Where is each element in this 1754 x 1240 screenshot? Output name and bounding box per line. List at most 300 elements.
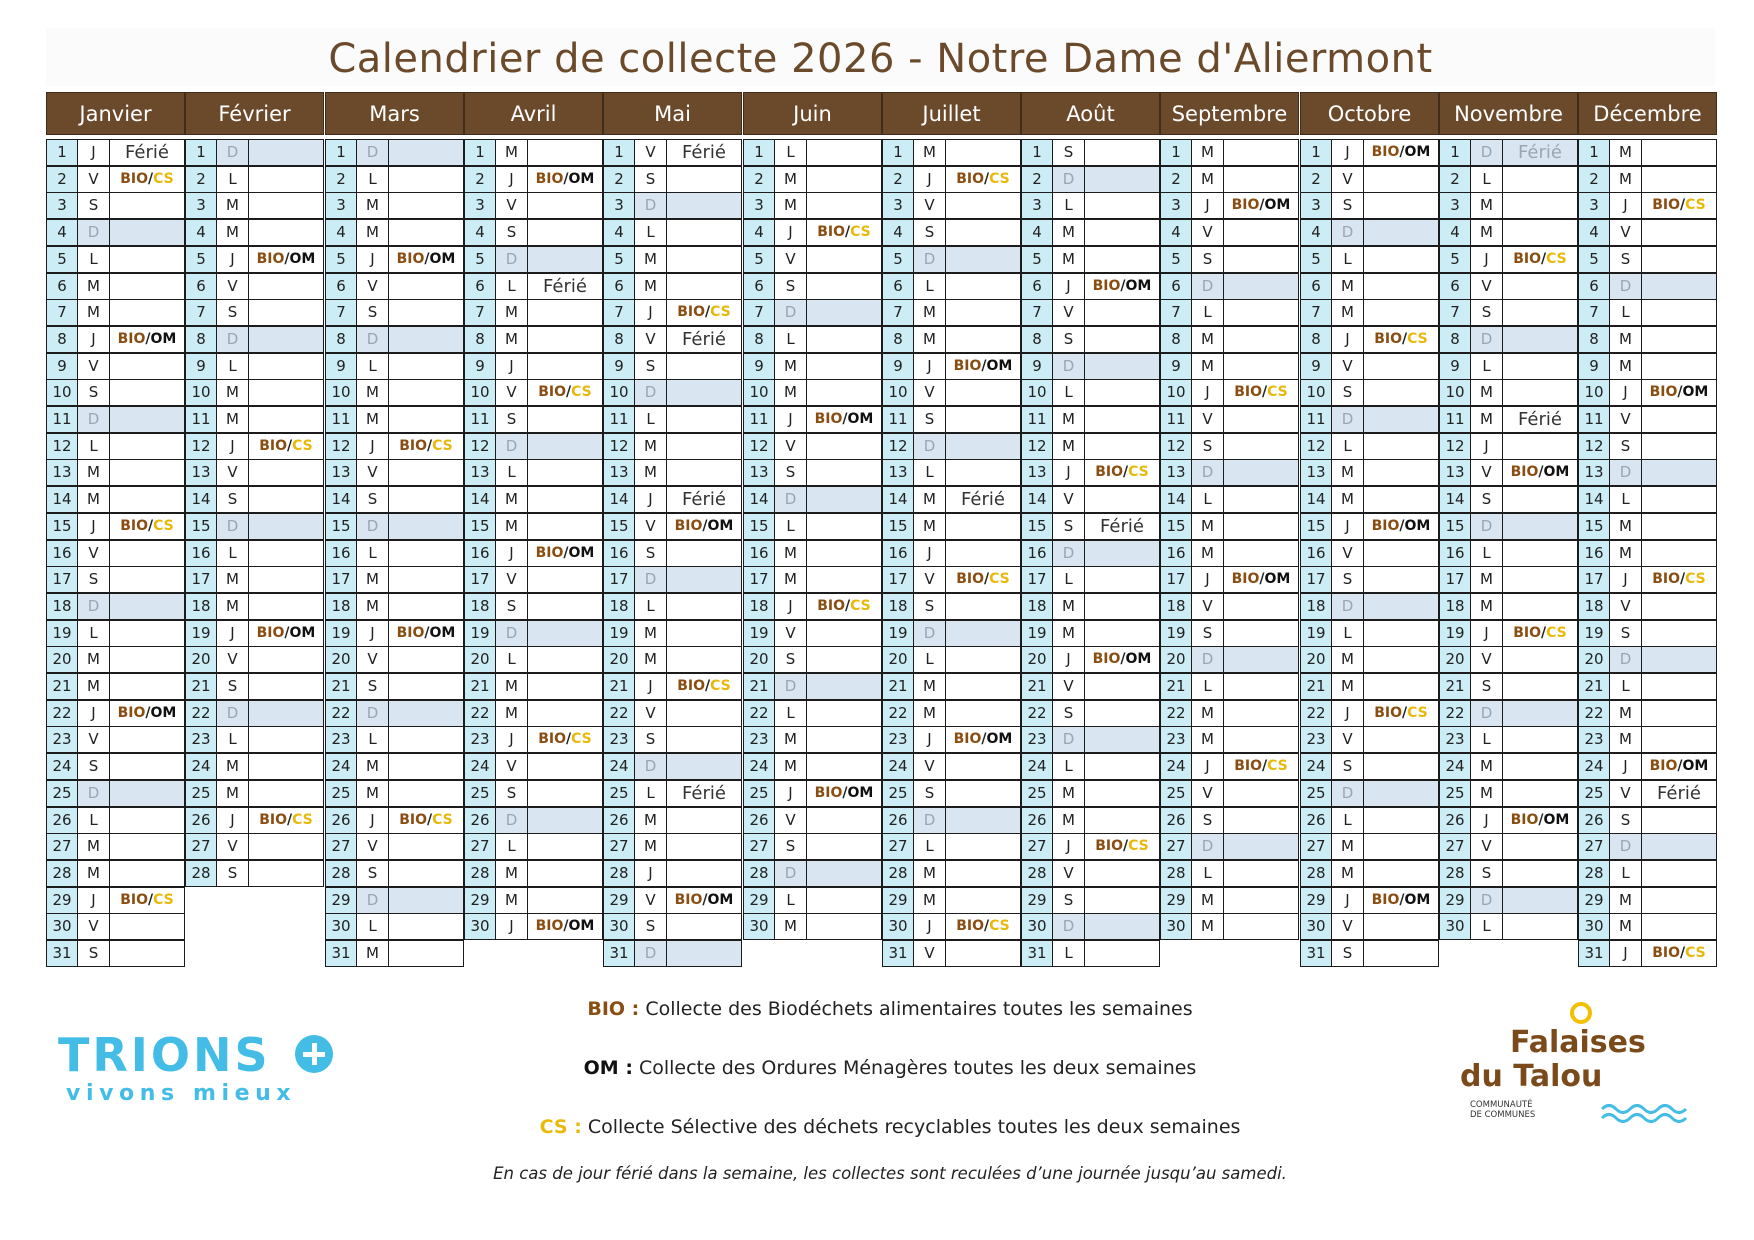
collection-cell	[388, 753, 464, 780]
collection-cell	[1502, 566, 1578, 593]
day-number: 25	[603, 780, 635, 807]
day-of-week: V	[913, 753, 946, 780]
day-number: 17	[325, 566, 357, 593]
collection-cell: BIO/CS	[1641, 566, 1717, 593]
day-of-week: M	[1609, 913, 1642, 940]
day-number: 29	[46, 887, 78, 914]
collection-cell	[666, 459, 742, 486]
collection-cell: BIO/CS	[806, 219, 882, 246]
day-of-week: J	[356, 433, 389, 460]
collection-cell	[248, 566, 324, 593]
day-number: 26	[1439, 807, 1471, 834]
collection-cell	[1641, 139, 1717, 166]
day-row	[882, 646, 1021, 673]
day-of-week: S	[1331, 192, 1364, 219]
day-of-week: M	[77, 273, 110, 300]
collection-cell	[1363, 620, 1439, 647]
day-row	[1160, 246, 1299, 273]
day-row	[1021, 246, 1160, 273]
day-number: 7	[325, 299, 357, 326]
day-of-week: D	[774, 860, 807, 887]
day-of-week: V	[1470, 833, 1503, 860]
day-number: 2	[603, 166, 635, 193]
day-of-week: V	[1609, 593, 1642, 620]
day-of-week: L	[495, 833, 528, 860]
day-row	[1160, 326, 1299, 353]
day-of-week: V	[634, 887, 667, 914]
day-row	[46, 459, 185, 486]
day-number: 3	[603, 192, 635, 219]
day-number: 10	[325, 379, 357, 406]
collection-cell	[1641, 887, 1717, 914]
day-number: 6	[1021, 273, 1053, 300]
day-row	[603, 860, 742, 887]
collection-cell	[945, 246, 1021, 273]
day-of-week: L	[77, 433, 110, 460]
day-number: 21	[1021, 673, 1053, 700]
day-row	[882, 246, 1021, 273]
collection-cell	[1223, 620, 1299, 647]
day-of-week: M	[1470, 780, 1503, 807]
collection-cell	[1641, 166, 1717, 193]
collection-cell: BIO/OM	[1223, 566, 1299, 593]
collection-cell	[1502, 887, 1578, 914]
day-of-week: M	[1052, 620, 1085, 647]
day-of-week: S	[216, 486, 249, 513]
day-of-week: M	[356, 379, 389, 406]
day-number: 3	[464, 192, 496, 219]
day-of-week: S	[913, 406, 946, 433]
day-number: 8	[1578, 326, 1610, 353]
collection-cell	[1084, 433, 1160, 460]
collection-cell	[1084, 406, 1160, 433]
day-row	[743, 780, 882, 807]
day-number: 9	[1300, 353, 1332, 380]
collection-cell	[1363, 459, 1439, 486]
day-row	[1439, 326, 1578, 353]
day-row	[464, 807, 603, 834]
day-of-week: V	[356, 273, 389, 300]
day-of-week: D	[77, 780, 110, 807]
day-of-week: L	[1052, 379, 1085, 406]
day-number: 18	[1021, 593, 1053, 620]
day-row	[743, 540, 882, 567]
day-number: 31	[882, 940, 914, 967]
day-row	[603, 807, 742, 834]
day-of-week: S	[1191, 246, 1224, 273]
day-number: 27	[743, 833, 775, 860]
day-row	[1439, 753, 1578, 780]
day-row	[1160, 166, 1299, 193]
day-of-week: M	[913, 326, 946, 353]
legend-bio	[300, 998, 1480, 1020]
day-row	[46, 620, 185, 647]
day-of-week: S	[1191, 620, 1224, 647]
collection-cell	[1084, 379, 1160, 406]
day-number: 23	[743, 726, 775, 753]
day-of-week: M	[913, 299, 946, 326]
day-number: 29	[743, 887, 775, 914]
day-number: 8	[1439, 326, 1471, 353]
day-number: 1	[1160, 139, 1192, 166]
day-of-week: L	[634, 406, 667, 433]
day-number: 4	[882, 219, 914, 246]
day-row	[603, 753, 742, 780]
collection-cell: BIO/CS	[666, 673, 742, 700]
day-number: 5	[1300, 246, 1332, 273]
day-number: 12	[325, 433, 357, 460]
collection-cell	[388, 299, 464, 326]
collection-cell	[1363, 673, 1439, 700]
collection-cell	[388, 166, 464, 193]
day-number: 12	[743, 433, 775, 460]
day-of-week: M	[216, 566, 249, 593]
day-of-week: J	[1609, 940, 1642, 967]
collection-cell	[1502, 593, 1578, 620]
day-row	[185, 299, 324, 326]
collection-cell	[945, 139, 1021, 166]
collection-cell	[1363, 192, 1439, 219]
day-of-week: J	[77, 513, 110, 540]
day-of-week: D	[1470, 513, 1503, 540]
day-of-week: M	[1470, 379, 1503, 406]
day-of-week: S	[1609, 433, 1642, 460]
day-number: 7	[1160, 299, 1192, 326]
day-of-week: L	[774, 326, 807, 353]
day-of-week: M	[77, 299, 110, 326]
day-row	[464, 620, 603, 647]
day-number: 12	[1021, 433, 1053, 460]
day-number: 17	[1439, 566, 1471, 593]
collection-cell	[806, 913, 882, 940]
day-of-week: J	[356, 620, 389, 647]
day-number: 8	[1160, 326, 1192, 353]
day-number: 16	[325, 540, 357, 567]
day-row	[603, 459, 742, 486]
day-number: 10	[1300, 379, 1332, 406]
day-number: 17	[185, 566, 217, 593]
collection-cell	[666, 593, 742, 620]
day-row	[185, 219, 324, 246]
day-number: 6	[603, 273, 635, 300]
day-row	[1439, 486, 1578, 513]
day-of-week: S	[774, 833, 807, 860]
day-of-week: M	[1331, 833, 1364, 860]
collection-cell: BIO/CS	[109, 166, 185, 193]
collection-cell	[1084, 486, 1160, 513]
day-number: 3	[743, 192, 775, 219]
day-of-week: V	[216, 459, 249, 486]
day-row	[325, 726, 464, 753]
day-number: 16	[1300, 540, 1332, 567]
day-row	[1300, 833, 1439, 860]
day-of-week: V	[913, 566, 946, 593]
collection-cell	[388, 913, 464, 940]
day-number: 8	[464, 326, 496, 353]
day-row	[882, 219, 1021, 246]
day-number: 15	[743, 513, 775, 540]
day-row	[46, 726, 185, 753]
day-number: 19	[1578, 620, 1610, 647]
collection-cell	[1084, 246, 1160, 273]
day-of-week: M	[913, 513, 946, 540]
day-of-week: S	[356, 860, 389, 887]
day-number: 8	[46, 326, 78, 353]
day-number: 27	[1021, 833, 1053, 860]
collection-cell	[1641, 646, 1717, 673]
trions-logo	[58, 1030, 378, 1110]
day-of-week: D	[913, 246, 946, 273]
day-of-week: M	[356, 219, 389, 246]
day-row	[325, 940, 464, 967]
collection-cell	[248, 273, 324, 300]
day-of-week: M	[356, 566, 389, 593]
collection-cell	[527, 620, 603, 647]
day-of-week: L	[356, 353, 389, 380]
day-row	[603, 486, 742, 513]
collection-cell	[945, 887, 1021, 914]
day-of-week: L	[1052, 940, 1085, 967]
day-row	[1578, 620, 1717, 647]
day-number: 10	[464, 379, 496, 406]
collection-cell	[1084, 700, 1160, 727]
day-of-week: M	[77, 860, 110, 887]
day-number: 21	[1300, 673, 1332, 700]
day-of-week: M	[495, 673, 528, 700]
day-of-week: S	[774, 646, 807, 673]
day-row	[185, 326, 324, 353]
day-row	[46, 860, 185, 887]
day-row	[1160, 219, 1299, 246]
day-row	[1578, 273, 1717, 300]
day-of-week: D	[1052, 913, 1085, 940]
day-row	[882, 887, 1021, 914]
collection-cell	[388, 379, 464, 406]
collection-cell	[945, 192, 1021, 219]
day-of-week: S	[495, 219, 528, 246]
collection-cell	[1223, 326, 1299, 353]
day-number: 22	[1578, 700, 1610, 727]
day-number: 18	[882, 593, 914, 620]
day-of-week: M	[774, 379, 807, 406]
day-of-week: V	[495, 379, 528, 406]
day-of-week: S	[1470, 860, 1503, 887]
day-of-week: J	[1331, 887, 1364, 914]
day-number: 22	[882, 700, 914, 727]
day-number: 18	[46, 593, 78, 620]
day-row	[882, 299, 1021, 326]
day-row	[1300, 753, 1439, 780]
day-row	[743, 459, 882, 486]
collection-cell	[388, 406, 464, 433]
collection-cell	[388, 486, 464, 513]
collection-cell	[388, 139, 464, 166]
day-of-week: S	[1331, 566, 1364, 593]
day-of-week: J	[77, 326, 110, 353]
collection-cell	[109, 860, 185, 887]
day-of-week: L	[1331, 620, 1364, 647]
day-of-week: D	[1052, 166, 1085, 193]
day-row	[743, 353, 882, 380]
collection-cell	[1363, 540, 1439, 567]
day-row	[1300, 593, 1439, 620]
day-number: 22	[464, 700, 496, 727]
collection-cell	[806, 860, 882, 887]
day-row	[185, 833, 324, 860]
day-number: 20	[1300, 646, 1332, 673]
collection-cell	[248, 219, 324, 246]
collection-cell: Férié	[666, 486, 742, 513]
day-row	[882, 353, 1021, 380]
day-row	[1578, 540, 1717, 567]
day-of-week: D	[495, 433, 528, 460]
day-number: 30	[603, 913, 635, 940]
day-number: 24	[1578, 753, 1610, 780]
day-of-week: L	[1609, 860, 1642, 887]
day-row	[882, 620, 1021, 647]
collection-cell: BIO/OM	[1363, 139, 1439, 166]
collection-cell	[1084, 566, 1160, 593]
day-number: 19	[185, 620, 217, 647]
day-row	[185, 246, 324, 273]
day-of-week: V	[1052, 673, 1085, 700]
collection-cell	[945, 459, 1021, 486]
day-of-week: S	[1052, 700, 1085, 727]
day-number: 23	[325, 726, 357, 753]
collection-cell: BIO/OM	[527, 540, 603, 567]
day-number: 4	[1160, 219, 1192, 246]
day-row	[1439, 219, 1578, 246]
day-number: 17	[603, 566, 635, 593]
day-row	[325, 753, 464, 780]
day-row	[1439, 433, 1578, 460]
day-row	[1578, 166, 1717, 193]
day-number: 30	[743, 913, 775, 940]
day-number: 12	[1439, 433, 1471, 460]
collection-cell	[1641, 540, 1717, 567]
day-of-week: M	[1191, 913, 1224, 940]
collection-cell	[527, 513, 603, 540]
day-of-week: L	[77, 620, 110, 647]
day-number: 4	[185, 219, 217, 246]
collection-cell: BIO/CS	[806, 593, 882, 620]
collection-cell	[388, 459, 464, 486]
day-of-week: D	[634, 192, 667, 219]
day-row	[882, 913, 1021, 940]
day-of-week: D	[1331, 406, 1364, 433]
day-of-week: V	[913, 192, 946, 219]
day-number: 19	[1439, 620, 1471, 647]
day-number: 5	[1021, 246, 1053, 273]
day-number: 14	[185, 486, 217, 513]
falaises-logo-line2: du Talou	[1460, 1059, 1603, 1094]
day-of-week: V	[1331, 353, 1364, 380]
day-row	[46, 540, 185, 567]
day-of-week: M	[1191, 166, 1224, 193]
day-of-week: M	[1609, 540, 1642, 567]
day-row	[1439, 166, 1578, 193]
day-row	[1439, 726, 1578, 753]
day-number: 18	[1578, 593, 1610, 620]
day-row	[1160, 353, 1299, 380]
collection-cell	[1223, 219, 1299, 246]
day-number: 11	[185, 406, 217, 433]
day-number: 3	[46, 192, 78, 219]
collection-cell	[1223, 166, 1299, 193]
day-row	[1578, 726, 1717, 753]
collection-cell	[806, 326, 882, 353]
collection-cell: BIO/OM	[1641, 379, 1717, 406]
day-of-week: L	[77, 246, 110, 273]
day-number: 28	[1300, 860, 1332, 887]
collection-cell	[1363, 833, 1439, 860]
day-of-week: M	[913, 887, 946, 914]
day-row	[464, 673, 603, 700]
day-of-week: D	[216, 139, 249, 166]
day-of-week: J	[495, 913, 528, 940]
day-number: 15	[603, 513, 635, 540]
day-row	[46, 940, 185, 967]
day-of-week: M	[774, 726, 807, 753]
day-number: 29	[1578, 887, 1610, 914]
day-row	[882, 326, 1021, 353]
day-of-week: M	[634, 833, 667, 860]
day-of-week: L	[216, 166, 249, 193]
day-number: 26	[1578, 807, 1610, 834]
legend-cs-key: CS :	[539, 1116, 582, 1138]
day-of-week: V	[774, 807, 807, 834]
day-of-week: S	[77, 940, 110, 967]
day-of-week: M	[1331, 646, 1364, 673]
day-row	[603, 700, 742, 727]
collection-cell: BIO/CS	[109, 513, 185, 540]
day-number: 26	[882, 807, 914, 834]
day-row	[1021, 940, 1160, 967]
day-of-week: M	[356, 940, 389, 967]
day-row	[743, 726, 882, 753]
day-of-week: L	[1470, 353, 1503, 380]
day-row	[882, 192, 1021, 219]
day-number: 6	[1300, 273, 1332, 300]
day-number: 16	[185, 540, 217, 567]
day-of-week: M	[634, 433, 667, 460]
day-number: 23	[1300, 726, 1332, 753]
day-row	[325, 139, 464, 166]
collection-cell	[109, 593, 185, 620]
day-of-week: D	[216, 700, 249, 727]
day-row	[603, 593, 742, 620]
collection-cell	[1363, 166, 1439, 193]
day-number: 14	[464, 486, 496, 513]
day-row	[185, 192, 324, 219]
day-of-week: L	[1609, 299, 1642, 326]
day-number: 31	[46, 940, 78, 967]
day-number: 20	[1021, 646, 1053, 673]
day-number: 5	[325, 246, 357, 273]
day-of-week: J	[1191, 192, 1224, 219]
day-row	[464, 326, 603, 353]
day-of-week: V	[1052, 299, 1085, 326]
collection-cell	[1502, 166, 1578, 193]
day-number: 21	[743, 673, 775, 700]
day-number: 11	[1439, 406, 1471, 433]
collection-cell	[527, 887, 603, 914]
day-of-week: S	[216, 673, 249, 700]
day-number: 29	[1439, 887, 1471, 914]
day-row	[1300, 566, 1439, 593]
day-of-week: M	[913, 139, 946, 166]
day-number: 1	[882, 139, 914, 166]
